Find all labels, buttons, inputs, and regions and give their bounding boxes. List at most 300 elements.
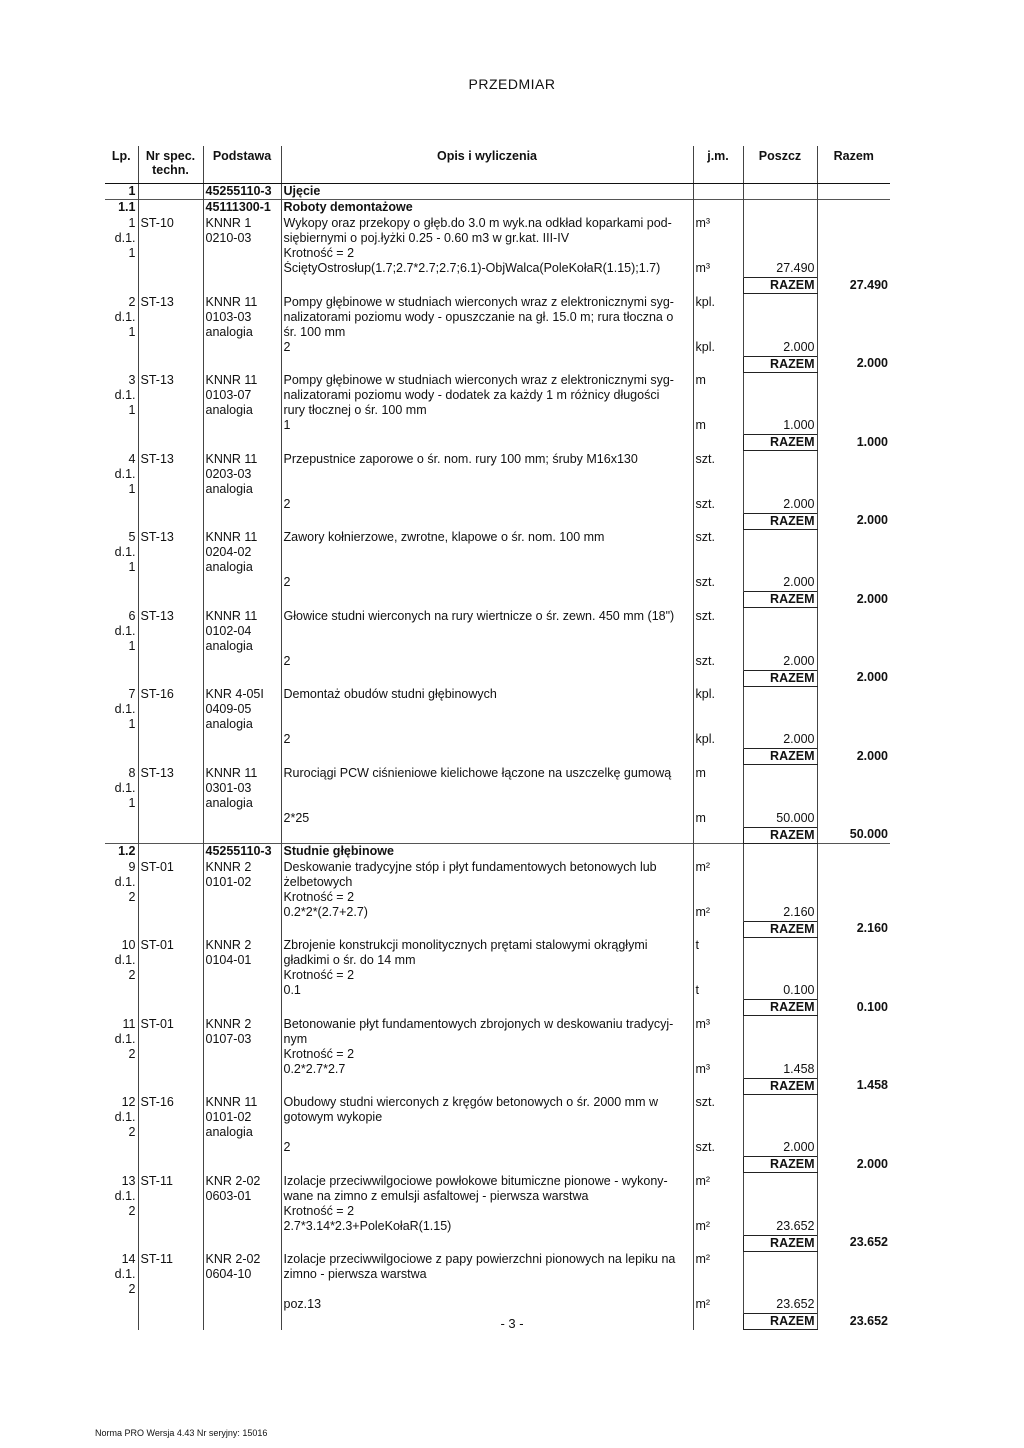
total-empty: [105, 749, 138, 765]
total-empty: [203, 435, 281, 451]
total-empty: [138, 592, 203, 608]
position-poszcz: [743, 294, 817, 340]
calculation-row: [105, 732, 890, 749]
position-razem: [817, 765, 890, 811]
calc-razem: [817, 575, 890, 592]
cell-line: zimno - pierwsza warstwa: [283, 1267, 427, 1281]
calc-razem: [817, 261, 890, 278]
section-jm: [693, 843, 743, 859]
cell-line: Głowice studni wierconych na rury wiertnicze o śr. zewn. 450 mm (18"): [283, 608, 675, 623]
position-basis: [203, 294, 281, 340]
cell-line: KNNR 2: [205, 859, 252, 874]
cell-line: Krotność = 2: [283, 968, 355, 982]
header-poszcz: Poszcz: [743, 146, 817, 184]
position-poszcz: [743, 686, 817, 732]
calculation-formula: 0.2*2*(2.7+2.7): [281, 905, 693, 922]
calc-spec: [138, 983, 203, 1000]
position-unit: szt.: [693, 529, 743, 575]
position-description: [281, 1173, 693, 1219]
position-razem: [817, 1173, 890, 1219]
calc-razem: [817, 905, 890, 922]
cell-line: 0603-01: [205, 1188, 252, 1203]
total-empty: [203, 1235, 281, 1251]
position-lp: [105, 1251, 138, 1297]
total-empty: [203, 278, 281, 294]
position-unit: szt.: [693, 1094, 743, 1140]
position-razem: [817, 1251, 890, 1297]
calc-spec: [138, 261, 203, 278]
calculation-formula: 0.1: [281, 983, 693, 1000]
cell-line: 1: [128, 324, 136, 339]
calc-basis: [203, 340, 281, 357]
total-label: RAZEM: [743, 1078, 817, 1094]
position-unit: t: [693, 937, 743, 983]
total-empty: [105, 356, 138, 372]
position-spec: ST-13: [138, 765, 203, 811]
position-description: [281, 294, 693, 340]
cell-line: KNNR 11: [205, 1095, 258, 1109]
position-spec: ST-11: [138, 1251, 203, 1297]
cell-line: KNR 2-02: [205, 1173, 261, 1188]
calc-razem: [817, 1062, 890, 1079]
cell-line: 0103-03: [205, 309, 252, 324]
total-value: 50.000: [817, 827, 890, 843]
total-row: [105, 670, 890, 686]
calc-razem: [817, 497, 890, 514]
total-empty: [281, 513, 693, 529]
cell-line: analogia: [205, 403, 253, 417]
total-empty: [105, 592, 138, 608]
position-basis: [203, 1016, 281, 1062]
cell-line: KNR 2-02: [205, 1252, 261, 1266]
total-label: RAZEM: [743, 513, 817, 529]
calculation-value: 2.000: [743, 340, 817, 357]
position-lp: [105, 451, 138, 497]
calculation-unit: kpl.: [693, 732, 743, 749]
cost-estimate-table: [105, 146, 890, 1330]
cell-line: 0604-10: [205, 1267, 252, 1281]
cell-line: Izolacje przeciwwilgociowe powłokowe bitumiczne pionowe - wykony-: [283, 1173, 668, 1188]
total-empty: [138, 827, 203, 843]
position-poszcz: [743, 608, 817, 654]
position-poszcz: [743, 1173, 817, 1219]
section-poszcz: [743, 200, 817, 216]
position-basis: [203, 937, 281, 983]
calc-lp: [105, 732, 138, 749]
total-label: RAZEM: [743, 670, 817, 686]
total-empty: [105, 435, 138, 451]
position-lp: [105, 294, 138, 340]
total-label: RAZEM: [743, 1000, 817, 1016]
cell-line: 13: [121, 1173, 136, 1188]
calc-razem: [817, 340, 890, 357]
total-empty: [203, 749, 281, 765]
section-spec: [138, 184, 203, 200]
table-row: [105, 372, 890, 418]
position-spec: ST-10: [138, 215, 203, 261]
cell-line: 0102-04: [205, 623, 252, 638]
position-razem: [817, 686, 890, 732]
total-empty: [138, 670, 203, 686]
section-jm: [693, 200, 743, 216]
calc-lp: [105, 497, 138, 514]
position-description: [281, 1251, 693, 1297]
calc-lp: [105, 1062, 138, 1079]
position-spec: ST-11: [138, 1173, 203, 1219]
position-poszcz: [743, 1251, 817, 1297]
total-empty: [138, 1157, 203, 1173]
cell-line: 1: [128, 795, 136, 810]
calc-spec: [138, 1219, 203, 1236]
calc-spec: [138, 1297, 203, 1314]
calculation-unit: m: [693, 811, 743, 828]
cell-line: d.1.: [114, 1267, 136, 1281]
total-value: 23.652: [817, 1314, 890, 1330]
calculation-value: 2.000: [743, 1140, 817, 1157]
cell-line: 0101-02: [205, 1110, 252, 1124]
total-label: RAZEM: [743, 1235, 817, 1251]
calc-basis: [203, 261, 281, 278]
total-empty: [693, 278, 743, 294]
cell-line: 1: [128, 403, 136, 417]
calc-lp: [105, 1297, 138, 1314]
cell-line: Zbrojenie konstrukcji monolitycznych prętami stalowymi okrągłymi: [283, 938, 648, 952]
position-spec: ST-13: [138, 372, 203, 418]
total-empty: [693, 1000, 743, 1016]
table-row: [105, 215, 890, 261]
table-row: [105, 686, 890, 732]
total-empty: [203, 592, 281, 608]
cell-line: d.1.: [114, 874, 136, 889]
cell-line: Wykopy oraz przekopy o głęb.do 3.0 m wyk.na odkład koparkami pod-: [283, 216, 672, 230]
total-empty: [281, 1157, 693, 1173]
position-description: [281, 686, 693, 732]
cell-line: analogia: [205, 481, 253, 496]
calc-basis: [203, 1140, 281, 1157]
cell-line: KNNR 1: [205, 216, 252, 230]
section-spec: [138, 843, 203, 859]
position-poszcz: [743, 937, 817, 983]
total-label: RAZEM: [743, 1157, 817, 1173]
position-lp: [105, 1173, 138, 1219]
calculation-formula: poz.13: [281, 1297, 693, 1314]
calc-basis: [203, 1062, 281, 1079]
section-code: 45255110-3: [203, 184, 281, 200]
total-row: [105, 592, 890, 608]
calculation-formula: 2.7*3.14*2.3+PoleKołaR(1.15): [281, 1219, 693, 1236]
calculation-row: [105, 654, 890, 671]
calculation-row: [105, 1297, 890, 1314]
cell-line: analogia: [205, 795, 253, 810]
calc-razem: [817, 983, 890, 1000]
position-basis: [203, 451, 281, 497]
position-lp: [105, 1016, 138, 1062]
position-spec: ST-16: [138, 686, 203, 732]
total-empty: [693, 827, 743, 843]
table-row: [105, 529, 890, 575]
cell-line: Zawory kołnierzowe, zwrotne, klapowe o śr. nom. 100 mm: [283, 530, 605, 544]
total-empty: [281, 1078, 693, 1094]
total-row: [105, 513, 890, 529]
header-razem: Razem: [817, 146, 890, 184]
calc-spec: [138, 811, 203, 828]
total-empty: [203, 356, 281, 372]
total-empty: [281, 1000, 693, 1016]
position-unit: szt.: [693, 608, 743, 654]
position-description: [281, 859, 693, 905]
cell-line: Pompy głębinowe w studniach wierconych wraz z elektronicznymi syg-: [283, 373, 674, 387]
total-value: 2.000: [817, 1157, 890, 1173]
cell-line: 0210-03: [205, 231, 252, 245]
position-unit: m²: [693, 1251, 743, 1297]
calc-spec: [138, 654, 203, 671]
total-empty: [281, 592, 693, 608]
total-empty: [281, 749, 693, 765]
position-spec: ST-13: [138, 294, 203, 340]
cell-line: d.1.: [114, 1110, 136, 1124]
position-basis: [203, 608, 281, 654]
header-lp: Lp.: [105, 146, 138, 184]
table-row: [105, 937, 890, 983]
total-empty: [693, 592, 743, 608]
total-empty: [203, 921, 281, 937]
cell-line: analogia: [205, 717, 253, 731]
cell-line: 0203-03: [205, 466, 252, 481]
calc-spec: [138, 732, 203, 749]
cell-line: KNNR 11: [205, 373, 258, 387]
total-value: 1.000: [817, 435, 890, 451]
calculation-value: 23.652: [743, 1219, 817, 1236]
position-spec: ST-13: [138, 451, 203, 497]
calculation-row: [105, 261, 890, 278]
cell-line: Krotność = 2: [283, 1046, 355, 1061]
total-value: 23.652: [817, 1235, 890, 1251]
cell-line: żelbetowych: [283, 874, 353, 889]
cell-line: analogia: [205, 324, 253, 339]
position-spec: ST-16: [138, 1094, 203, 1140]
cell-line: analogia: [205, 560, 253, 574]
section-title: Roboty demontażowe: [281, 200, 693, 216]
cell-line: 1: [128, 717, 136, 731]
calculation-value: 27.490: [743, 261, 817, 278]
calculation-unit: t: [693, 983, 743, 1000]
position-lp: [105, 215, 138, 261]
position-basis: [203, 372, 281, 418]
calculation-formula: 2: [281, 654, 693, 671]
calc-lp: [105, 1140, 138, 1157]
total-empty: [281, 356, 693, 372]
header-opis: Opis i wyliczenia: [281, 146, 693, 184]
total-empty: [693, 1235, 743, 1251]
cell-line: 0204-02: [205, 545, 252, 559]
total-label: RAZEM: [743, 356, 817, 372]
total-empty: [105, 278, 138, 294]
table-header-row: [105, 146, 890, 184]
cell-line: nym: [283, 1031, 308, 1046]
calc-lp: [105, 983, 138, 1000]
position-spec: ST-01: [138, 1016, 203, 1062]
calc-razem: [817, 1219, 890, 1236]
total-row: [105, 921, 890, 937]
cell-line: 2: [128, 1125, 136, 1139]
calculation-unit: szt.: [693, 497, 743, 514]
total-empty: [138, 278, 203, 294]
total-empty: [693, 1157, 743, 1173]
cell-line: 0409-05: [205, 702, 252, 716]
total-row: [105, 1078, 890, 1094]
cell-line: d.1.: [114, 388, 136, 402]
cell-line: d.1.: [114, 1031, 136, 1046]
position-unit: m²: [693, 1173, 743, 1219]
total-label: RAZEM: [743, 435, 817, 451]
header-podstawa: Podstawa: [203, 146, 281, 184]
total-label: RAZEM: [743, 827, 817, 843]
cell-line: d.1.: [114, 780, 136, 795]
table-row: [105, 451, 890, 497]
total-value: 27.490: [817, 278, 890, 294]
table-row: [105, 1173, 890, 1219]
calc-spec: [138, 418, 203, 435]
calculation-value: 2.000: [743, 732, 817, 749]
calculation-row: [105, 1219, 890, 1236]
total-empty: [281, 827, 693, 843]
cell-line: 2: [128, 294, 136, 309]
cell-line: 8: [128, 765, 136, 780]
calc-lp: [105, 654, 138, 671]
calculation-formula: 2: [281, 340, 693, 357]
calc-lp: [105, 418, 138, 435]
cell-line: 0101-02: [205, 874, 252, 889]
total-row: [105, 1157, 890, 1173]
section-spec: [138, 200, 203, 216]
cell-line: 1: [128, 216, 136, 230]
position-basis: [203, 686, 281, 732]
total-empty: [105, 1000, 138, 1016]
cell-line: gotowym wykopie: [283, 1110, 383, 1124]
table-body: [105, 184, 890, 1330]
total-empty: [281, 1235, 693, 1251]
calculation-row: [105, 497, 890, 514]
calc-lp: [105, 1219, 138, 1236]
total-empty: [138, 1000, 203, 1016]
total-value: 1.458: [817, 1078, 890, 1094]
section-title: Studnie głębinowe: [281, 843, 693, 859]
calculation-unit: szt.: [693, 575, 743, 592]
total-row: [105, 435, 890, 451]
calculation-row: [105, 575, 890, 592]
total-empty: [105, 1078, 138, 1094]
total-row: [105, 1235, 890, 1251]
position-unit: m: [693, 372, 743, 418]
position-poszcz: [743, 529, 817, 575]
total-empty: [281, 670, 693, 686]
cell-line: 9: [128, 859, 136, 874]
total-empty: [138, 513, 203, 529]
total-empty: [105, 827, 138, 843]
table-row: [105, 608, 890, 654]
section-razem: [817, 843, 890, 859]
calc-basis: [203, 1297, 281, 1314]
calculation-formula: 2: [281, 732, 693, 749]
position-basis: [203, 765, 281, 811]
total-label: RAZEM: [743, 592, 817, 608]
cell-line: KNNR 11: [205, 451, 258, 466]
cell-line: d.1.: [114, 466, 136, 481]
cell-line: Rurociągi PCW ciśnieniowe kielichowe łączone na uszczelkę gumową: [283, 765, 672, 780]
cell-line: 6: [128, 608, 136, 623]
cell-line: 2: [128, 889, 136, 904]
cell-line: 0301-03: [205, 780, 252, 795]
cell-line: KNNR 11: [205, 294, 258, 309]
cell-line: 2: [128, 1203, 136, 1218]
calc-lp: [105, 261, 138, 278]
cell-line: Przepustnice zaporowe o śr. nom. rury 100 mm; śruby M16x130: [283, 451, 638, 466]
calc-razem: [817, 1140, 890, 1157]
cell-line: 2: [128, 968, 136, 982]
total-empty: [203, 513, 281, 529]
table-row: [105, 859, 890, 905]
total-empty: [138, 435, 203, 451]
cell-line: Krotność = 2: [283, 246, 355, 260]
calculation-unit: m²: [693, 1219, 743, 1236]
section-row: [105, 184, 890, 200]
calc-spec: [138, 340, 203, 357]
calc-razem: [817, 418, 890, 435]
cell-line: KNNR 11: [205, 765, 258, 780]
total-empty: [105, 921, 138, 937]
total-empty: [138, 356, 203, 372]
calc-basis: [203, 575, 281, 592]
position-unit: m: [693, 765, 743, 811]
position-unit: m³: [693, 215, 743, 261]
cell-line: 12: [121, 1095, 136, 1109]
total-empty: [693, 435, 743, 451]
table-row: [105, 765, 890, 811]
calculation-unit: m³: [693, 261, 743, 278]
section-razem: [817, 200, 890, 216]
total-empty: [203, 1000, 281, 1016]
position-basis: [203, 215, 281, 261]
calc-lp: [105, 575, 138, 592]
cell-line: Obudowy studni wierconych z kręgów betonowych o śr. 2000 mm w: [283, 1095, 658, 1109]
calculation-value: 50.000: [743, 811, 817, 828]
cell-line: d.1.: [114, 545, 136, 559]
calculation-value: 1.000: [743, 418, 817, 435]
cell-line: d.1.: [114, 623, 136, 638]
calculation-unit: m²: [693, 1297, 743, 1314]
position-razem: [817, 859, 890, 905]
calculation-value: 2.000: [743, 575, 817, 592]
position-description: [281, 937, 693, 983]
total-empty: [281, 278, 693, 294]
position-basis: [203, 1094, 281, 1140]
section-title: Ujęcie: [281, 184, 693, 200]
calculation-value: 2.000: [743, 654, 817, 671]
total-value: 2.160: [817, 921, 890, 937]
cell-line: 1: [128, 246, 136, 260]
cell-line: 11: [122, 1016, 136, 1031]
calculation-row: [105, 1140, 890, 1157]
position-spec: ST-13: [138, 608, 203, 654]
table-row: [105, 1094, 890, 1140]
calculation-row: [105, 418, 890, 435]
cell-line: d.1.: [114, 309, 136, 324]
calculation-unit: szt.: [693, 1140, 743, 1157]
cell-line: analogia: [205, 1125, 253, 1139]
cell-line: rury tłocznej o śr. 100 mm: [283, 403, 427, 417]
calc-lp: [105, 905, 138, 922]
calc-basis: [203, 732, 281, 749]
